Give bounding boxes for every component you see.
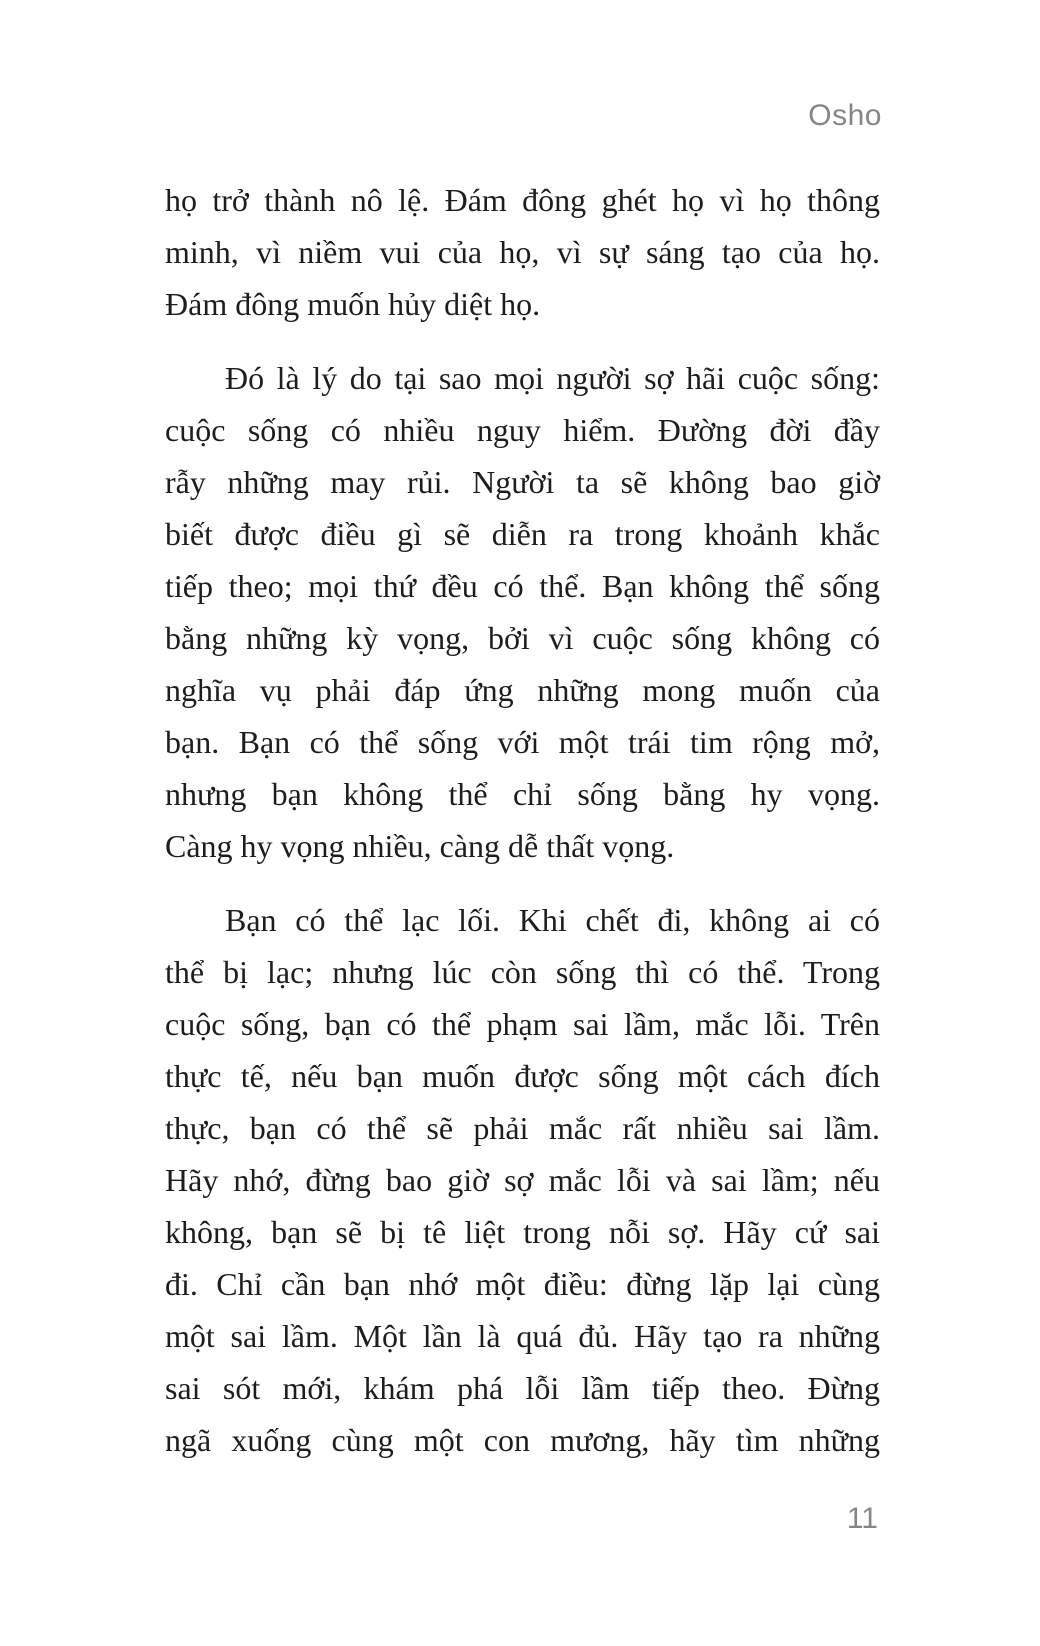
text-line: ngã xuống cùng một con mương, hãy tìm những [165,1422,880,1458]
text-line: rẫy những may rủi. Người ta sẽ không bao giờ [165,464,880,500]
text-line: bằng những kỳ vọng, bởi vì cuộc sống không có [165,620,880,656]
text-line: Đám đông muốn hủy diệt họ. [165,286,541,322]
text-line: nghĩa vụ phải đáp ứng những mong muốn của [165,672,880,708]
paragraph [165,352,880,872]
body-text [165,174,880,1466]
paragraph [165,174,880,330]
running-header: Osho [808,99,882,132]
text-line: Bạn có thể lạc lối. Khi chết đi, không ai có [225,902,880,938]
paragraph [165,894,880,1466]
text-line: Đó là lý do tại sao mọi người sợ hãi cuộc sống: [225,360,880,396]
text-line: thể bị lạc; nhưng lúc còn sống thì có thể. Trong [165,954,880,990]
text-line: họ trở thành nô lệ. Đám đông ghét họ vì họ thông [165,182,880,218]
text-line: thực tế, nếu bạn muốn được sống một cách đích [165,1058,880,1094]
text-line: Càng hy vọng nhiều, càng dễ thất vọng. [165,828,675,864]
text-line: biết được điều gì sẽ diễn ra trong khoảnh khắc [165,516,880,552]
text-line: một sai lầm. Một lần là quá đủ. Hãy tạo ra những [165,1318,880,1354]
text-line: thực, bạn có thể sẽ phải mắc rất nhiều sai lầm. [165,1110,880,1146]
text-line: cuộc sống, bạn có thể phạm sai lầm, mắc lỗi. Trên [165,1006,880,1042]
text-line: đi. Chỉ cần bạn nhớ một điều: đừng lặp lại cùng [165,1266,880,1302]
text-line: tiếp theo; mọi thứ đều có thể. Bạn không thể sống [165,568,880,604]
text-line: cuộc sống có nhiều nguy hiểm. Đường đời đầy [165,412,880,448]
page-number: 11 [846,1502,878,1535]
text-line: bạn. Bạn có thể sống với một trái tim rộng mở, [165,724,880,760]
text-line: minh, vì niềm vui của họ, vì sự sáng tạo của họ. [165,234,880,270]
text-line: không, bạn sẽ bị tê liệt trong nỗi sợ. Hãy cứ sai [165,1214,880,1250]
text-line: sai sót mới, khám phá lỗi lầm tiếp theo. Đừng [165,1370,880,1406]
text-line: Hãy nhớ, đừng bao giờ sợ mắc lỗi và sai lầm; nếu [165,1162,880,1198]
text-line: nhưng bạn không thể chỉ sống bằng hy vọng. [165,776,880,812]
